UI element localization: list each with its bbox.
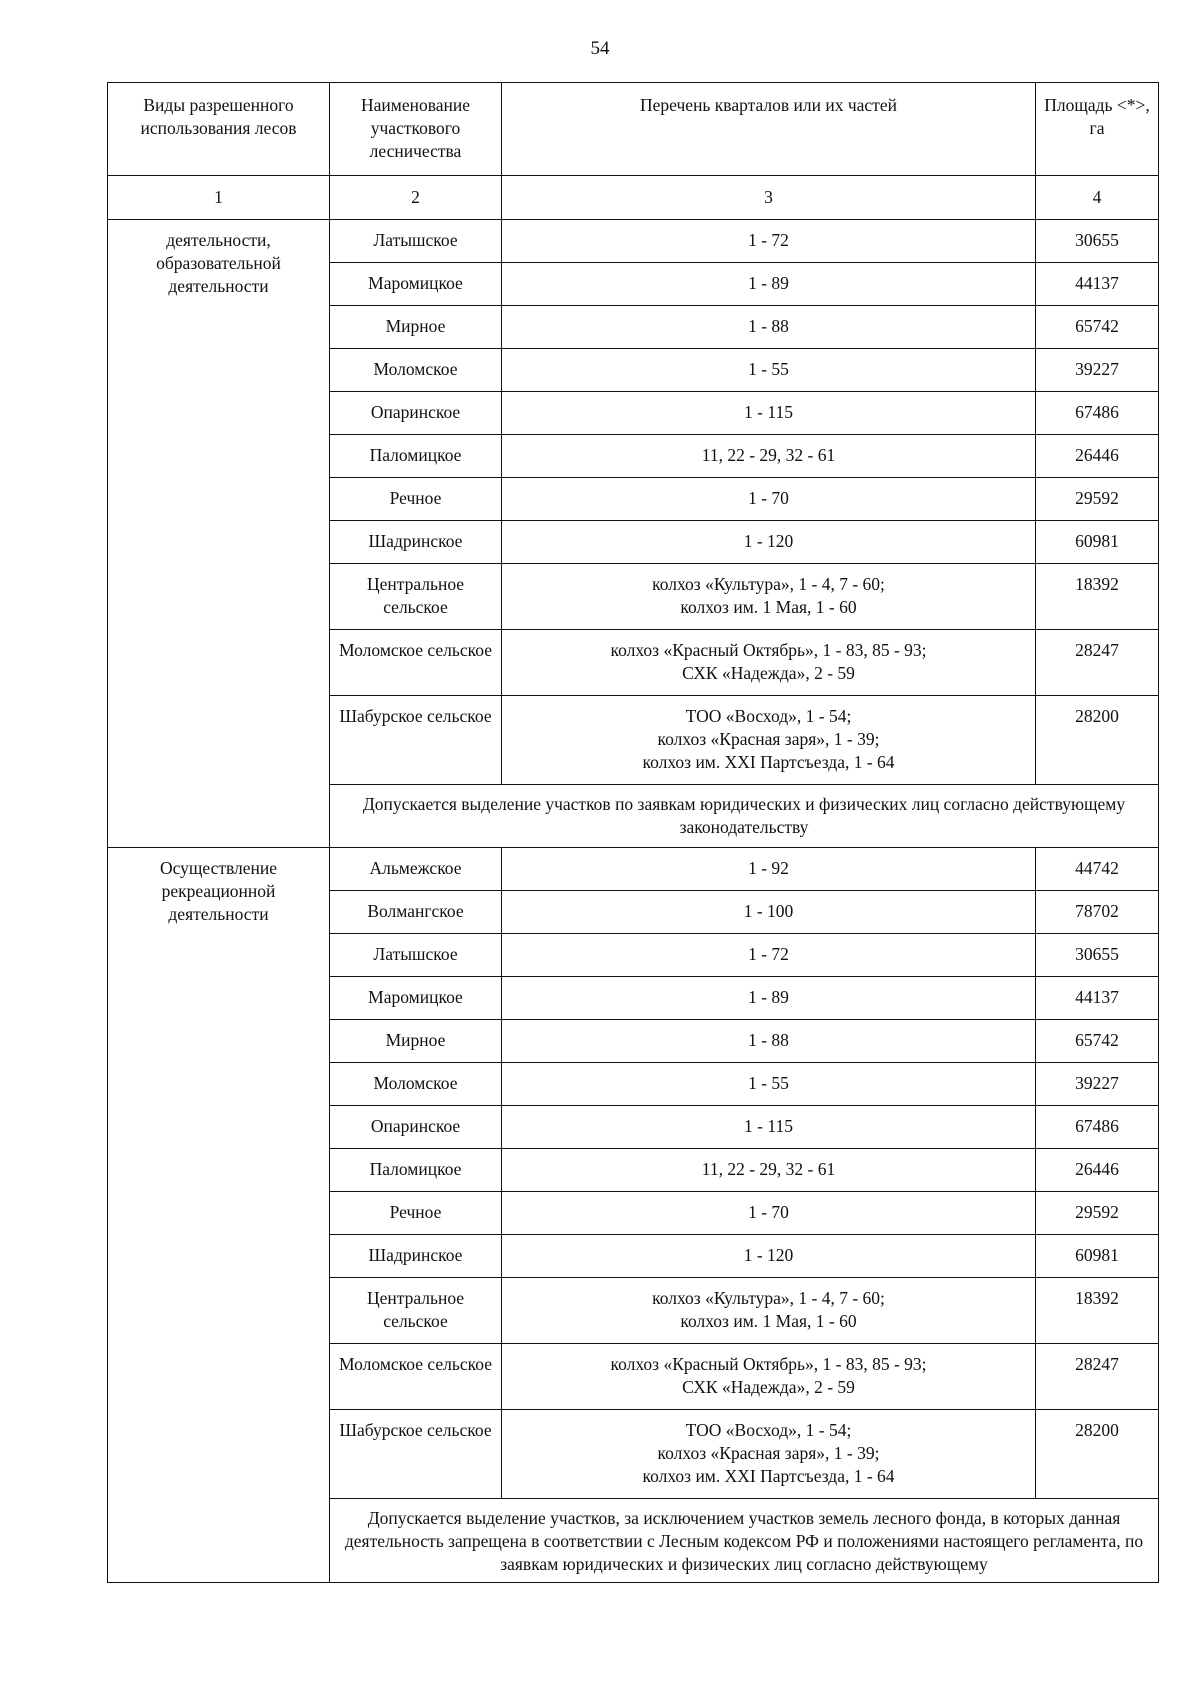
area-cell: 60981 (1036, 1235, 1159, 1278)
area-cell: 28200 (1036, 1410, 1159, 1499)
column-number: 4 (1036, 176, 1159, 220)
header-use-type: Виды разрешенного использования лесов (108, 83, 330, 176)
column-number-row (108, 176, 1159, 220)
quarters-cell: 1 - 89 (502, 263, 1036, 306)
forestry-name-cell: Латышское (330, 934, 502, 977)
quarters-cell: 1 - 72 (502, 220, 1036, 263)
area-cell: 29592 (1036, 1192, 1159, 1235)
forestry-name-cell: Центральное сельское (330, 1278, 502, 1344)
quarters-cell: ТОО «Восход», 1 - 54; колхоз «Красная заря», 1 - 39; колхоз им. XXI Партсъезда, 1 - 64 (502, 696, 1036, 785)
forestry-name-cell: Опаринское (330, 1106, 502, 1149)
forestry-name-cell: Моломское сельское (330, 630, 502, 696)
quarters-cell: 1 - 120 (502, 1235, 1036, 1278)
quarters-cell: 1 - 115 (502, 392, 1036, 435)
quarters-cell: 11, 22 - 29, 32 - 61 (502, 1149, 1036, 1192)
quarters-cell: 1 - 88 (502, 306, 1036, 349)
forestry-name-cell: Опаринское (330, 392, 502, 435)
forestry-name-cell: Моломское (330, 1063, 502, 1106)
forestry-name-cell: Речное (330, 1192, 502, 1235)
column-number: 2 (330, 176, 502, 220)
quarters-cell: 1 - 100 (502, 891, 1036, 934)
area-cell: 26446 (1036, 435, 1159, 478)
forestry-name-cell: Центральное сельское (330, 564, 502, 630)
forestry-name-cell: Волмангское (330, 891, 502, 934)
area-cell: 44137 (1036, 977, 1159, 1020)
area-cell: 39227 (1036, 349, 1159, 392)
quarters-cell: колхоз «Культура», 1 - 4, 7 - 60; колхоз им. 1 Мая, 1 - 60 (502, 1278, 1036, 1344)
area-cell: 60981 (1036, 521, 1159, 564)
quarters-cell: ТОО «Восход», 1 - 54; колхоз «Красная заря», 1 - 39; колхоз им. XXI Партсъезда, 1 - 64 (502, 1410, 1036, 1499)
area-cell: 78702 (1036, 891, 1159, 934)
area-cell: 18392 (1036, 564, 1159, 630)
area-cell: 30655 (1036, 934, 1159, 977)
forestry-name-cell: Шабурское сельское (330, 696, 502, 785)
area-cell: 28200 (1036, 696, 1159, 785)
forestry-name-cell: Шадринское (330, 1235, 502, 1278)
column-number: 3 (502, 176, 1036, 220)
forestry-name-cell: Речное (330, 478, 502, 521)
forestry-name-cell: Паломицкое (330, 1149, 502, 1192)
quarters-cell: колхоз «Красный Октябрь», 1 - 83, 85 - 93; СХК «Надежда», 2 - 59 (502, 1344, 1036, 1410)
forestry-name-cell: Моломское (330, 349, 502, 392)
quarters-cell: 1 - 89 (502, 977, 1036, 1020)
quarters-cell: 1 - 55 (502, 1063, 1036, 1106)
area-cell: 28247 (1036, 630, 1159, 696)
forestry-name-cell: Альмежское (330, 848, 502, 891)
quarters-cell: колхоз «Культура», 1 - 4, 7 - 60; колхоз им. 1 Мая, 1 - 60 (502, 564, 1036, 630)
forestry-name-cell: Шадринское (330, 521, 502, 564)
area-cell: 67486 (1036, 1106, 1159, 1149)
quarters-cell: 11, 22 - 29, 32 - 61 (502, 435, 1036, 478)
header-forestry-name: Наименование участкового лесничества (330, 83, 502, 176)
header-area: Площадь <*>, га (1036, 83, 1159, 176)
use-type-cell: Осуществление рекреационной деятельности (108, 848, 330, 1583)
area-cell: 26446 (1036, 1149, 1159, 1192)
area-cell: 30655 (1036, 220, 1159, 263)
area-cell: 29592 (1036, 478, 1159, 521)
forestry-name-cell: Маромицкое (330, 977, 502, 1020)
forestry-name-cell: Маромицкое (330, 263, 502, 306)
quarters-cell: 1 - 70 (502, 478, 1036, 521)
quarters-cell: 1 - 88 (502, 1020, 1036, 1063)
area-cell: 65742 (1036, 1020, 1159, 1063)
quarters-cell: 1 - 72 (502, 934, 1036, 977)
forestry-name-cell: Латышское (330, 220, 502, 263)
note-cell: Допускается выделение участков, за исключением участков земель лесного фонда, в которых данная деятельность запрещена в соответствии с Лесным кодексом РФ и положениями настоящего регламента, по заявкам юридических и физических лиц согласно действующему (330, 1499, 1159, 1583)
quarters-cell: 1 - 70 (502, 1192, 1036, 1235)
area-cell: 65742 (1036, 306, 1159, 349)
quarters-cell: колхоз «Красный Октябрь», 1 - 83, 85 - 93; СХК «Надежда», 2 - 59 (502, 630, 1036, 696)
column-number: 1 (108, 176, 330, 220)
note-cell: Допускается выделение участков по заявкам юридических и физических лиц согласно действующему законодательству (330, 785, 1159, 848)
forestry-name-cell: Мирное (330, 1020, 502, 1063)
area-cell: 44137 (1036, 263, 1159, 306)
forest-use-table (107, 82, 1159, 1583)
table-row (108, 220, 1159, 263)
table-row (108, 848, 1159, 891)
area-cell: 28247 (1036, 1344, 1159, 1410)
area-cell: 44742 (1036, 848, 1159, 891)
forestry-name-cell: Моломское сельское (330, 1344, 502, 1410)
forestry-name-cell: Шабурское сельское (330, 1410, 502, 1499)
table-body (108, 220, 1159, 1583)
quarters-cell: 1 - 120 (502, 521, 1036, 564)
page-number: 54 (590, 38, 610, 59)
quarters-cell: 1 - 55 (502, 349, 1036, 392)
area-cell: 18392 (1036, 1278, 1159, 1344)
quarters-cell: 1 - 115 (502, 1106, 1036, 1149)
table-header-row (108, 83, 1159, 176)
area-cell: 67486 (1036, 392, 1159, 435)
quarters-cell: 1 - 92 (502, 848, 1036, 891)
header-quarters-list: Перечень кварталов или их частей (502, 83, 1036, 176)
use-type-cell: деятельности, образовательной деятельности (108, 220, 330, 848)
forestry-name-cell: Паломицкое (330, 435, 502, 478)
forestry-name-cell: Мирное (330, 306, 502, 349)
area-cell: 39227 (1036, 1063, 1159, 1106)
